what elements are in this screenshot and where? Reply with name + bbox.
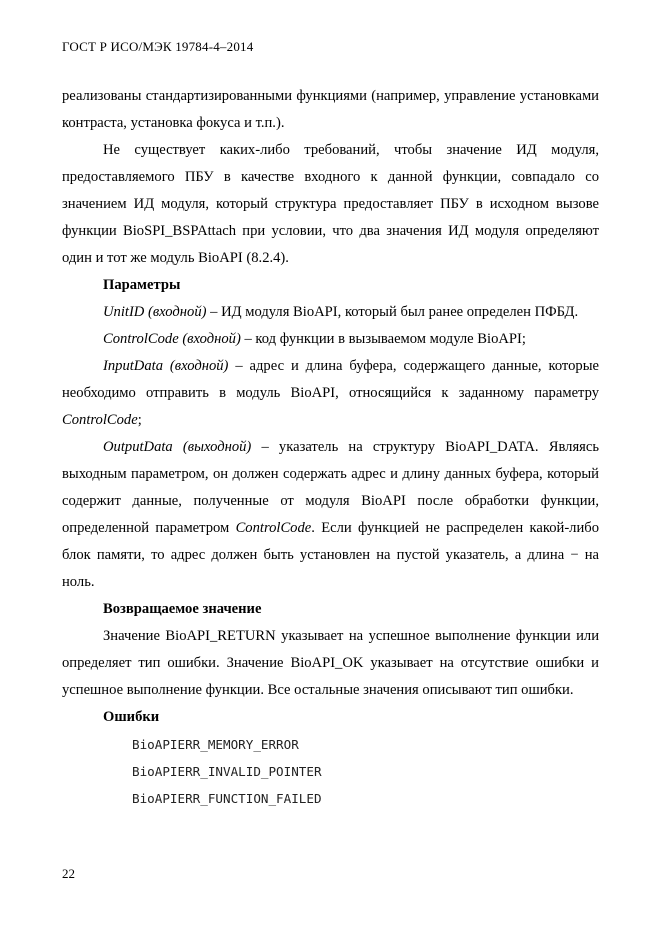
param-description: – ИД модуля BioAPI, который был ранее определен ПФБД.: [206, 304, 579, 320]
param-description: – указатель на структуру BioAPI_DATA. Являясь выходным параметром, он должен содержать адрес и длину данных буфера, который содержит данные, полученные от модуля BioAPI после обработки функции, определенной параметром: [62, 439, 599, 536]
param-description: – код функции в вызываемом модуле BioAPI;: [240, 331, 526, 347]
section-heading-parameters: Параметры: [103, 277, 181, 293]
section-heading-return-value: Возвращаемое значение: [103, 601, 262, 617]
param-description: – адрес и длина буфера, содержащего данные, которые необходимо отправить в модуль BioAPI, относящийся к заданному параметру: [62, 358, 599, 401]
param-reference: ControlCode: [62, 412, 138, 428]
param-controlcode: [62, 326, 599, 353]
param-outputdata: [62, 434, 599, 596]
error-code: BioAPIERR_INVALID_POINTER: [132, 764, 322, 779]
document-header: ГОСТ Р ИСО/МЭК 19784-4–2014: [62, 39, 254, 54]
paragraph: Не существует каких-либо требований, чтобы значение ИД модуля, предоставляемого ПБУ в качестве входного к данной функции, совпадало со значением ИД модуля, который структура предоставляет ПБУ в исходном вызове функции BioSPI_BSPAttach при условии, что два значения ИД модуля определяют один и тот же модуль BioAPI (8.2.4).: [62, 142, 599, 266]
error-code: BioAPIERR_FUNCTION_FAILED: [132, 791, 322, 806]
param-term: ControlCode (входной): [103, 331, 241, 347]
punctuation: ;: [137, 412, 142, 428]
param-unitid: [62, 299, 599, 326]
param-term: OutputData (выходной): [103, 439, 252, 455]
paragraph: реализованы стандартизированными функциями (например, управление установками контраста, установка фокуса и т.п.).: [62, 88, 599, 131]
param-term: UnitID (входной): [103, 304, 207, 320]
param-term: InputData (входной): [103, 358, 229, 374]
error-code: BioAPIERR_MEMORY_ERROR: [132, 737, 299, 752]
page-number: 22: [62, 866, 75, 881]
param-inputdata: [62, 353, 599, 434]
param-reference: ControlCode: [235, 520, 312, 536]
document-body: [62, 83, 599, 812]
paragraph: Значение BioAPI_RETURN указывает на успешное выполнение функции или определяет тип ошибки. Значение BioAPI_OK указывает на отсутствие ошибки и успешное выполнение функции. Все остальные значения описывают тип ошибки.: [62, 628, 599, 698]
section-heading-errors: Ошибки: [103, 709, 160, 725]
param-description: . Если функцией не распределен какой-либо блок памяти, то адрес должен быть установлен на пустой указатель, а длина − на ноль.: [62, 520, 599, 590]
